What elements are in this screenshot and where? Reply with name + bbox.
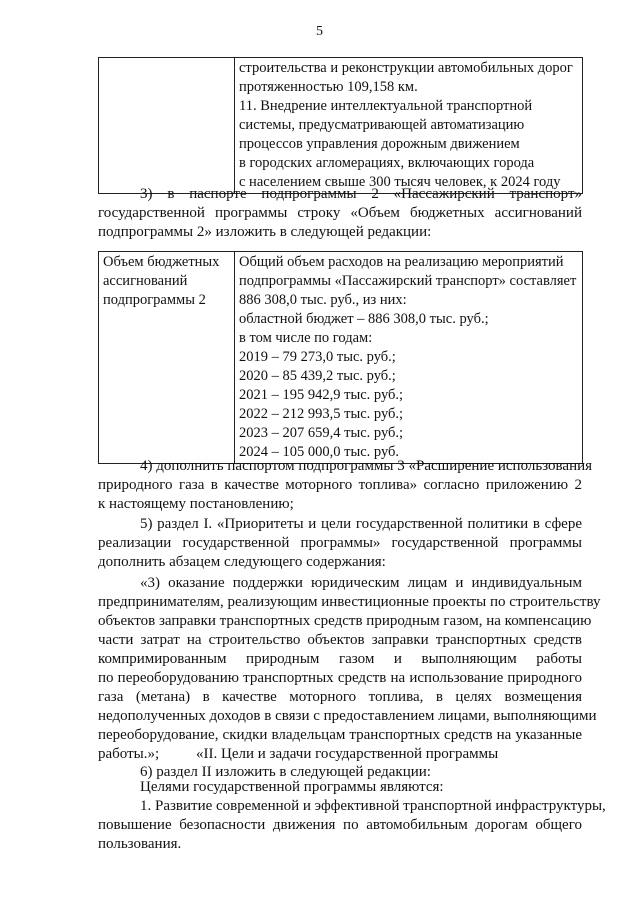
cell-line: 2020 – 85 439,2 тыс. руб.; (239, 368, 396, 384)
table-cell-right (235, 58, 583, 194)
paragraph-line: части затрат на строительство объектов заправки транспортных средств (98, 632, 582, 648)
cell-line: 2024 – 105 000,0 тыс. руб. (239, 444, 400, 460)
paragraph-line: 3) в паспорте подпрограммы 2 «Пассажирский транспорт» (140, 186, 582, 202)
heading-line (98, 745, 582, 764)
goals-intro: Целями государственной программы являются: (140, 779, 444, 795)
table-budget-subprogram-2 (98, 251, 583, 464)
paragraph-line: 4) дополнить паспортом подпрограммы 3 «Расширение использования (140, 458, 593, 474)
cell-line: в том числе по годам: (239, 330, 373, 346)
paragraph-line: государственной программы строку «Объем бюджетных ассигнований (98, 205, 582, 221)
cell-line: областной бюджет – 886 308,0 тыс. руб.; (239, 311, 489, 327)
paragraph-line: переоборудование, скидки владельцам транспортных средств на указанные (98, 727, 582, 743)
table-row (99, 58, 583, 194)
paragraph-line: предпринимателям, реализующим инвестиционные проекты по строительству (98, 594, 601, 610)
cell-line: 11. Внедрение интеллектуальной транспортной (239, 98, 533, 114)
table-cell-budget-values (235, 252, 583, 464)
paragraph-line: к настоящему постановлению; (98, 496, 294, 512)
cell-line: 2022 – 212 993,5 тыс. руб.; (239, 406, 404, 422)
paragraph-4 (98, 457, 593, 514)
paragraph-line: 5) раздел I. «Приоритеты и цели государственной политики в сфере (140, 516, 582, 532)
paragraph-5 (98, 515, 582, 572)
cell-line: Объем бюджетных (103, 254, 220, 270)
cell-line: строительства и реконструкции автомобильных дорог (239, 60, 573, 76)
paragraph-line: дополнить абзацем следующего содержания: (98, 554, 386, 570)
cell-line: ассигнований (103, 273, 188, 289)
cell-line: 886 308,0 тыс. руб., из них: (239, 292, 407, 308)
paragraph-line: работы.»; (98, 746, 160, 762)
paragraph-line: объектов заправки транспортных средств природным газом, на компенсацию (98, 613, 592, 629)
cell-line: с населением свыше 300 тысяч человек, к 2024 году (239, 174, 561, 190)
quote-item-3 (98, 574, 601, 764)
paragraph-6: 6) раздел II изложить в следующей редакции: (140, 764, 431, 780)
paragraph-line: недополученных доходов в связи с предоставлением лицами, выполняющими (98, 708, 597, 724)
paragraph-line: компримированным природным газом и выполняющим работы (98, 651, 582, 667)
paragraph-line: повышение безопасности движения по автомобильным дорогам общего (98, 817, 582, 833)
paragraph-line: пользования. (98, 836, 182, 852)
paragraph-line: по переоборудованию транспортных средств на использование природного (98, 670, 582, 686)
paragraph-line: 1. Развитие современной и эффективной транспортной инфраструктуры, (140, 798, 606, 814)
cell-line: системы, предусматривающей автоматизацию (239, 117, 525, 133)
cell-line: Общий объем расходов на реализацию мероприятий (239, 254, 564, 270)
cell-line: протяженностью 109,158 км. (239, 79, 418, 95)
paragraph-line: природного газа в качестве моторного топлива» согласно приложению 2 (98, 477, 582, 493)
table-roads-continuation (98, 57, 583, 194)
cell-line: 2021 – 195 942,9 тыс. руб.; (239, 387, 404, 403)
table-cell-left (99, 58, 235, 194)
paragraph-line: «3) оказание поддержки юридическим лицам и индивидуальным (140, 575, 582, 591)
section-heading: «II. Цели и задачи государственной программы (196, 746, 499, 762)
page-number: 5 (316, 24, 323, 39)
table-cell-budget-label (99, 252, 235, 464)
cell-line: 2019 – 79 273,0 тыс. руб.; (239, 349, 396, 365)
cell-line: в городских агломерациях, включающих города (239, 155, 535, 171)
cell-line: процессов управления дорожным движением (239, 136, 520, 152)
cell-line: подпрограммы «Пассажирский транспорт» составляет (239, 273, 577, 289)
cell-line: подпрограммы 2 (103, 292, 206, 308)
paragraph-3 (98, 185, 582, 242)
paragraph-line: газа (метана) в качестве моторного топлива, в целях возмещения (98, 689, 582, 705)
goal-1 (98, 797, 606, 854)
cell-line: 2023 – 207 659,4 тыс. руб.; (239, 425, 404, 441)
paragraph-line: подпрограммы 2» изложить в следующей редакции: (98, 224, 432, 240)
paragraph-line: реализации государственной программы» государственной программы (98, 535, 582, 551)
table-row (99, 252, 583, 464)
